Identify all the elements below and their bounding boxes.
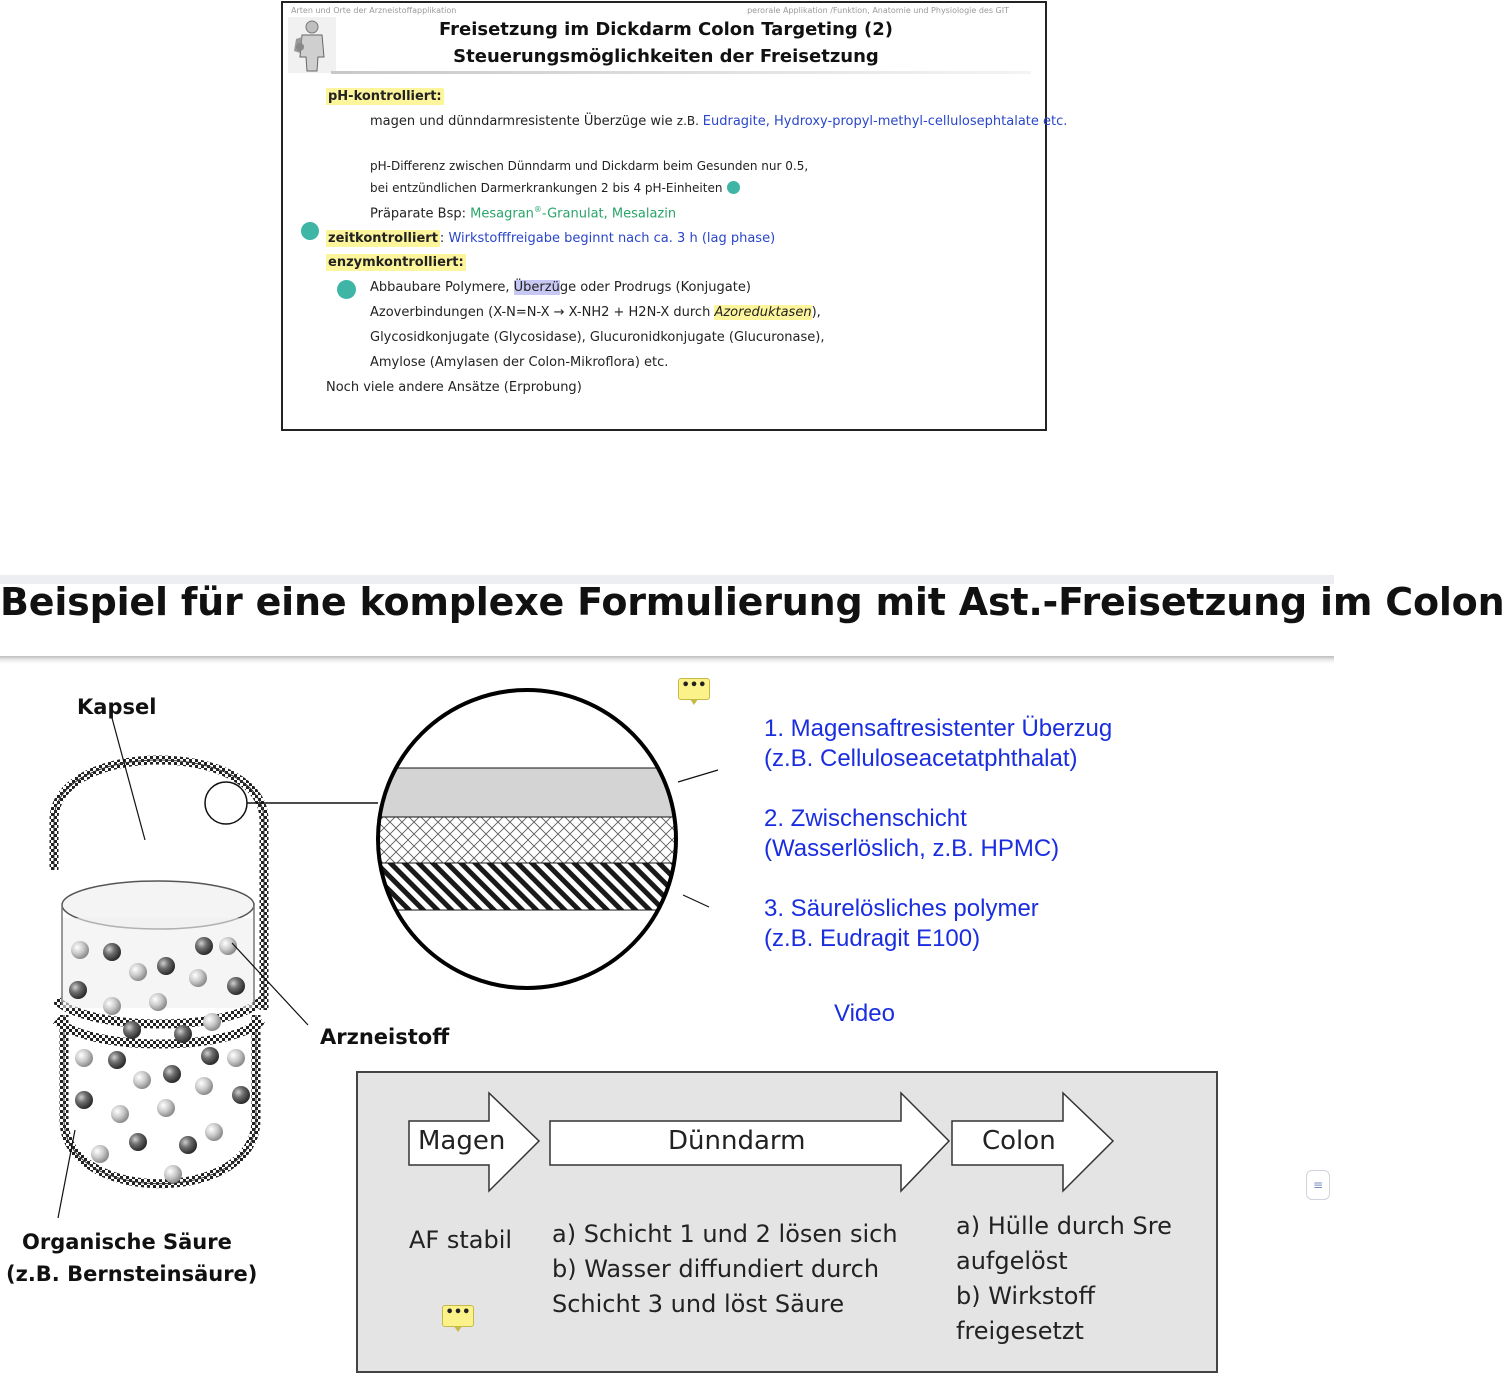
stage-magen: Magen [418,1126,506,1156]
ph-preparations: Präparate Bsp: Mesagran®-Granulat, Mesalazin [370,205,677,222]
comment-icon[interactable]: ••• [678,678,710,700]
video-link[interactable]: Video [834,1000,895,1027]
magen-description: AF stabil [409,1226,513,1254]
enzyme-line-glycosides: Glycosidkonjugate (Glycosidase), Glucuronidkonjugate (Glucuronase), [370,330,825,345]
slide-header-left: Arten und Orte der Arzneistoffapplikation [291,6,457,15]
slide-title: Beispiel für eine komplexe Formulierung mit Ast.-Freisetzung im Colon [0,580,1504,624]
legend-layer-3: 3. Säurelösliches polymer (z.B. Eudragit E100) [764,895,1039,952]
title-divider [331,71,1031,74]
ph-controlled-label: pH-kontrolliert: [328,89,442,104]
stage-colon: Colon [982,1126,1056,1156]
other-approaches: Noch viele andere Ansätze (Erprobung) [326,380,582,395]
teal-marker-dot [337,280,356,299]
teal-marker-dot [301,222,319,240]
slide-subtitle: Steuerungsmöglichkeiten der Freisetzung [453,46,879,67]
organic-acid-example: (z.B. Bernsteinsäure) [6,1262,258,1286]
side-panel-handle-icon[interactable]: ≡ [1306,1170,1330,1200]
stage-duenndarm: Dünndarm [668,1126,806,1156]
enzyme-controlled-label: enzymkontrolliert: [328,255,464,270]
enzyme-line-amylose: Amylose (Amylasen der Colon-Mikroflora) etc. [370,355,669,370]
organic-acid-label: Organische Säure [22,1230,232,1254]
slide-colon-targeting [281,1,1068,431]
ph-line-difference: pH-Differenz zwischen Dünndarm und Dickdarm beim Gesunden nur 0.5, [370,159,809,173]
capsule-label: Kapsel [77,695,157,719]
ph-line-coatings: magen und dünndarmresistente Überzüge wie z.B. Eudragite, Hydroxy-propyl-methyl-cellulosephtalate etc. [370,114,1068,129]
enzyme-line-azo: Azoverbindungen (X-N=N-X → X-NH2 + H2N-X durch Azoreduktasen), [370,305,821,320]
duenndarm-description: a) Schicht 1 und 2 lösen sich b) Wasser diffundiert durch Schicht 3 und löst Säure [552,1220,898,1318]
time-controlled-line: zeitkontrolliert : Wirkstofffreigabe beginnt nach ca. 3 h (lag phase) [328,231,776,246]
gi-transit-flow-box [356,1071,1218,1373]
comment-icon[interactable]: ••• [442,1305,474,1327]
ph-line-inflammatory: bei entzündlichen Darmerkrankungen 2 bis 4 pH-Einheiten [370,181,723,195]
slide-header-right: perorale Applikation /Funktion, Anatomie und Physiologie des GIT [747,6,1009,15]
legend-layer-2: 2. Zwischenschicht (Wasserlöslich, z.B. HPMC) [764,805,1060,862]
teal-marker-dot [727,181,740,194]
colon-description: a) Hülle durch Sre aufgelöst b) Wirkstoff freigesetzt [956,1212,1172,1345]
drug-label: Arzneistoff [320,1025,450,1049]
legend-layer-1: 1. Magensaftresistenter Überzug (z.B. Celluloseacetatphthalat) [764,715,1113,772]
enzyme-line-polymers: Abbaubare Polymere, Überzüge oder Prodrugs (Konjugate) [370,280,751,295]
slide-title: Freisetzung im Dickdarm Colon Targeting (2) [438,19,894,40]
